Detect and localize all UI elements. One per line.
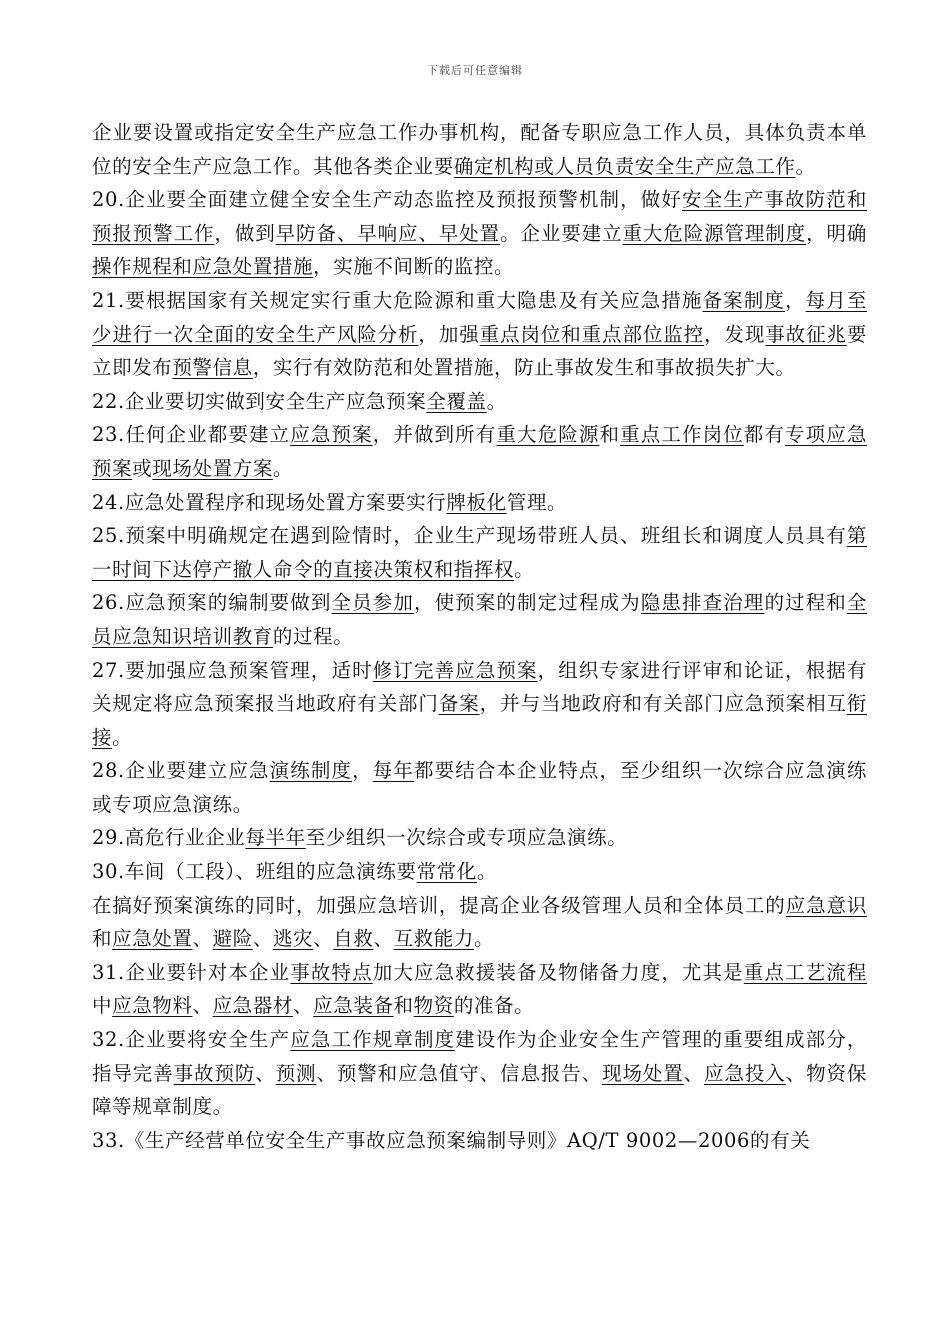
paragraph [92,855,867,889]
text-run: 、物资保障等规章制度。 [92,1061,867,1119]
paragraph [92,754,867,821]
underlined-text: 逃灾 [272,927,314,951]
underlined-text: 操作规程和应急处置措施 [92,255,314,279]
text-run: 。企业要建立 [500,221,623,245]
text-run: 企业要设置或指定安全生产应急工作办事机构，配备专职应急工作人员，具体负责本单位的安全生产应急工作。其他各类企业要 [92,121,867,178]
text-run: 25.预案中明确规定在遇到险情时，企业生产现场带班人员、班组长和调度人员具有 [92,524,847,548]
underlined-text: 确定机构或人员负责安全生产应急工作 [453,154,796,178]
underlined-text: 重大危险源管理制度 [622,221,807,245]
text-run: 27.要加强应急预案管理，适时 [92,658,373,682]
underlined-text: 常常化 [416,860,477,884]
text-run: 、 [192,994,213,1018]
text-run: ， [785,288,806,312]
underlined-text: 重点工作岗位 [620,423,744,447]
text-run: ，使预案的制定过程成为 [413,591,641,615]
underlined-text: 隐患排查治理 [640,591,765,615]
text-run: 31.企业要针对本企业 [92,960,291,984]
underlined-text: 每半年 [245,826,306,850]
text-run: 。 [112,725,133,749]
underlined-text: 应急投入 [704,1061,786,1085]
underlined-text: 预警信息 [172,356,253,380]
text-run: 、 [192,927,213,951]
underlined-text: 全员参加 [331,591,414,615]
text-run: 26.应急预案的编制要做到 [92,591,332,615]
underlined-text: 重大危险源 [496,423,600,447]
paragraph [92,654,867,755]
text-run: 33.《生产经营单位安全生产事故应急预案编制导则》AQ/T 9002—2006的有关 [92,1128,811,1152]
text-run: 至少组织一次综合或专项应急演练。 [305,826,628,850]
paragraph [92,1124,867,1158]
text-run: 29.高危行业企业 [92,826,246,850]
underlined-text: 事故预防 [173,1061,256,1085]
text-run: 、 [252,927,273,951]
underlined-text: 互救能力 [393,927,474,951]
text-run: ，组织专家进行评审和论证，根据有关规定将应急预案报当地政府有关部门 [92,658,867,716]
text-run: ，做到 [214,221,276,245]
paragraph [92,284,867,385]
text-run: 的过程。 [272,624,354,648]
underlined-text: 应急装备 [313,994,394,1018]
underlined-text: 安全生产事故防范和预报预警工作 [92,188,867,245]
underlined-text: 第一时间下达停产撤人命令的直接决策权和指挥权 [92,524,867,581]
text-run: ，并做到所有 [372,423,497,447]
text-run: 、 [255,1061,276,1085]
underlined-text: 每年 [372,759,414,783]
underlined-text: 牌板化 [446,490,507,514]
text-run: 都要结合本企业特点，至少组织一次综合应急演练或专项应急演练。 [92,759,867,816]
text-run: 21.要根据国家有关规定实行重大危险源和重大隐患及有关应急措施 [92,288,703,312]
page-header: 下载后可任意编辑 [427,64,523,77]
document-body [92,116,867,1157]
text-run: 、 [373,927,394,951]
text-run: 。 [476,860,497,884]
underlined-text: 应急意识 [785,893,867,917]
underlined-text: 现场处置 [602,1061,684,1085]
underlined-text: 应急物料 [112,994,193,1018]
underlined-text: 早防备、早响应、早处置 [275,221,501,245]
text-run: 和 [92,927,113,951]
underlined-text: 衔接 [92,692,868,749]
text-run: 和 [393,994,414,1018]
text-run: 和 [599,423,621,447]
underlined-text: 备案 [438,692,480,716]
text-run: 30.车间（工段）、班组的应急演练要 [92,860,417,884]
underlined-text: 现场处置方案 [152,456,273,480]
text-run: 。 [473,927,495,951]
underlined-text: 每月至少进行一次全面的安全生产风险分析 [92,288,867,346]
text-run: 中 [92,994,113,1018]
text-run: ，加强 [418,322,480,346]
underlined-text: 全覆盖 [426,389,487,413]
underlined-text: 应急器材 [212,994,294,1018]
text-run: 22.企业要切实做到安全生产应急预案 [92,389,427,413]
underlined-text: 应急预案 [290,423,373,447]
paragraph [92,889,867,956]
text-run: ，明确 [806,221,868,245]
paragraph [92,486,867,520]
underlined-text: 重点岗位和重点部位监控 [479,322,705,346]
underlined-text: 全员应急知识培训教育 [92,591,868,648]
underlined-text: 重点工艺流程 [743,960,867,984]
text-run: 管理。 [506,490,568,514]
text-run: 、 [313,927,334,951]
paragraph [92,116,867,183]
paragraph [92,1023,867,1124]
text-run: 加大应急救援装备及物储备力度，尤其是 [372,960,744,984]
text-run: 、 [683,1061,705,1085]
text-run: 。 [514,557,535,581]
text-run: 都有 [743,423,786,447]
text-run: 23.任何企业都要建立 [92,423,291,447]
underlined-text: 演练制度 [269,759,353,783]
text-run: 。 [272,456,294,480]
paragraph [92,956,867,1023]
underlined-text: 预测 [275,1061,317,1085]
paragraph [92,183,867,284]
underlined-text: 事故征兆 [765,322,847,346]
text-run: ，并与当地政府和有关部门应急预案相互 [479,692,847,716]
underlined-text: 应急工作规章制度 [290,1028,456,1052]
paragraph [92,385,867,419]
text-run: 32.企业要将安全生产 [92,1028,291,1052]
text-run: 、 [293,994,314,1018]
underlined-text: 自救 [333,927,374,951]
text-run: 或 [132,456,153,480]
text-run: 在搞好预案演练的同时，加强应急培训，提高企业各级管理人员和全体员工的 [92,893,786,917]
text-run: ，实行有效防范和处置措施，防止事故发生和事故损失扩大。 [252,356,796,380]
text-run: 20.企业要全面建立健全安全生产动态监控及预报预警机制，做好 [92,188,682,212]
text-run: 的准备。 [453,994,535,1018]
underlined-text: 专项应急预案 [92,423,867,480]
text-run: ，发现 [704,322,766,346]
text-run: 。 [486,389,507,413]
paragraph [92,586,867,653]
text-run: ， [352,759,373,783]
text-run: 。 [795,154,816,178]
paragraph [92,821,867,855]
text-run: 24.应急处置程序和现场处置方案要实行 [92,490,447,514]
underlined-text: 应急处置 [112,927,193,951]
underlined-text: 修订完善应急预案 [372,658,538,682]
text-run: 、预警和应急值守、信息报告、 [316,1061,603,1085]
text-run: 的过程和 [764,591,847,615]
text-run: 28.企业要建立应急 [92,759,270,783]
underlined-text: 避险 [212,927,253,951]
paragraph [92,519,867,586]
underlined-text: 物资 [413,994,454,1018]
text-run: 要立即发布 [92,322,867,380]
underlined-text: 事故特点 [290,960,373,984]
text-run: ，实施不间断的监控。 [313,255,515,279]
paragraph [92,418,867,485]
underlined-text: 备案制度 [702,288,786,312]
text-run: 建设作为企业安全生产管理的重要组成部分，指导完善 [92,1028,867,1085]
